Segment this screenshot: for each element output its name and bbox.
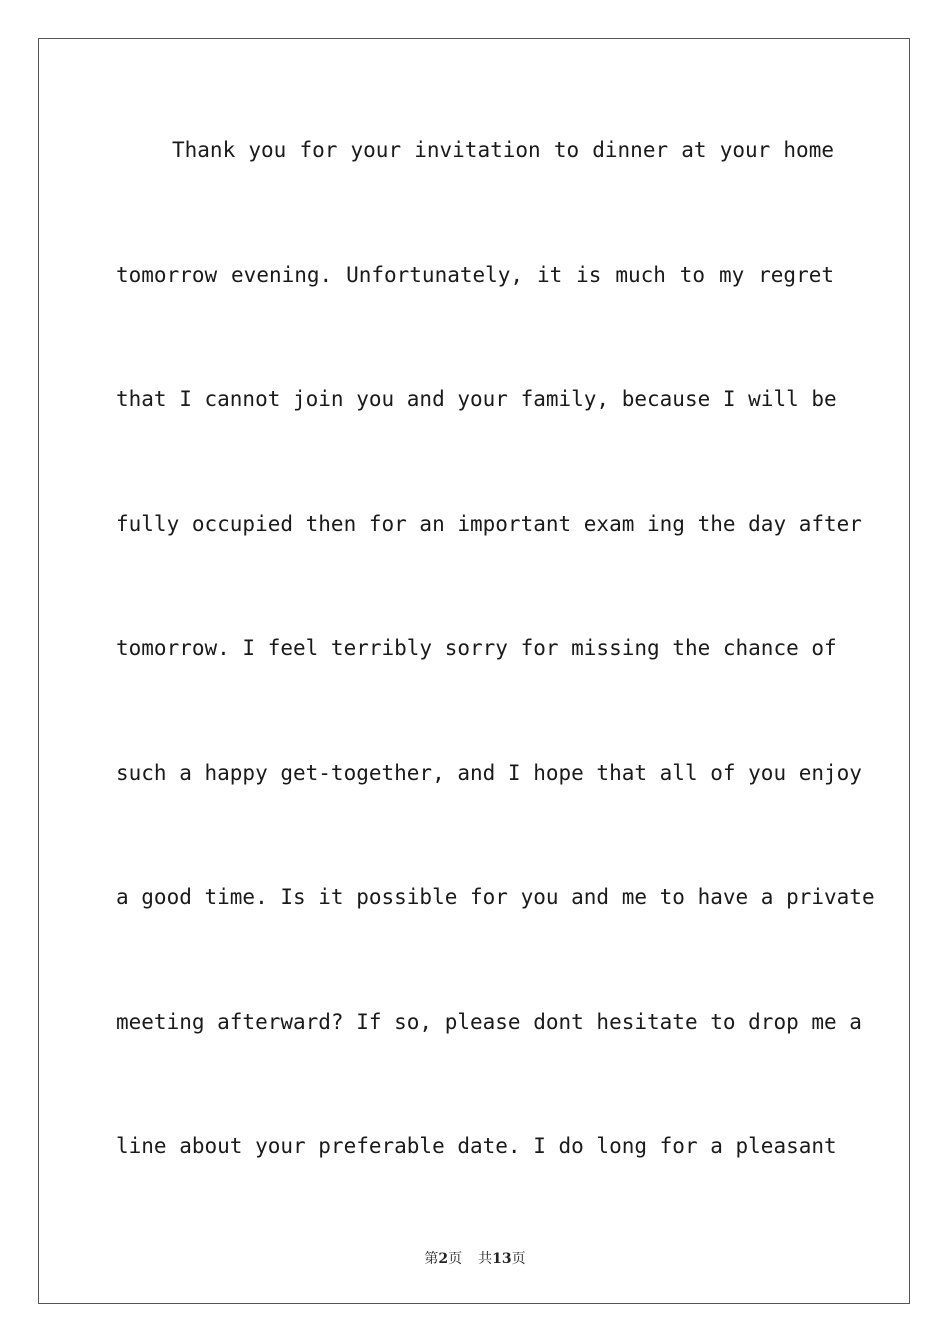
- text-line-8: meeting afterward? If so, please dont hesitate to drop me a: [116, 1009, 862, 1034]
- footer-total-suffix: 页: [511, 1251, 526, 1267]
- text-line-6: such a happy get-together, and I hope that all of you enjoy: [116, 760, 862, 785]
- text-line-2: tomorrow evening. Unfortunately, it is much to my regret: [116, 262, 834, 287]
- text-line-7: a good time. Is it possible for you and me to have a private: [116, 885, 875, 909]
- footer-page-suffix: 页: [448, 1251, 463, 1267]
- text-line-3: that I cannot join you and your family, because I will be: [116, 387, 837, 411]
- footer-total-pages: 13: [492, 1251, 512, 1267]
- text-line-5: tomorrow. I feel terribly sorry for missing the chance of: [116, 636, 837, 660]
- text-line-4: fully occupied then for an important exam ing the day after: [116, 511, 862, 536]
- text-line-9: line about your preferable date. I do long for a pleasant: [116, 1134, 837, 1158]
- footer-total-prefix: 共: [478, 1251, 493, 1267]
- footer-page-prefix: 第: [424, 1251, 439, 1267]
- footer-page-number: 2: [438, 1251, 449, 1267]
- letter-body: [116, 125, 875, 1246]
- page-footer: [0, 1248, 950, 1268]
- text-line-1: Thank you for your invitation to dinner at your home: [172, 138, 834, 162]
